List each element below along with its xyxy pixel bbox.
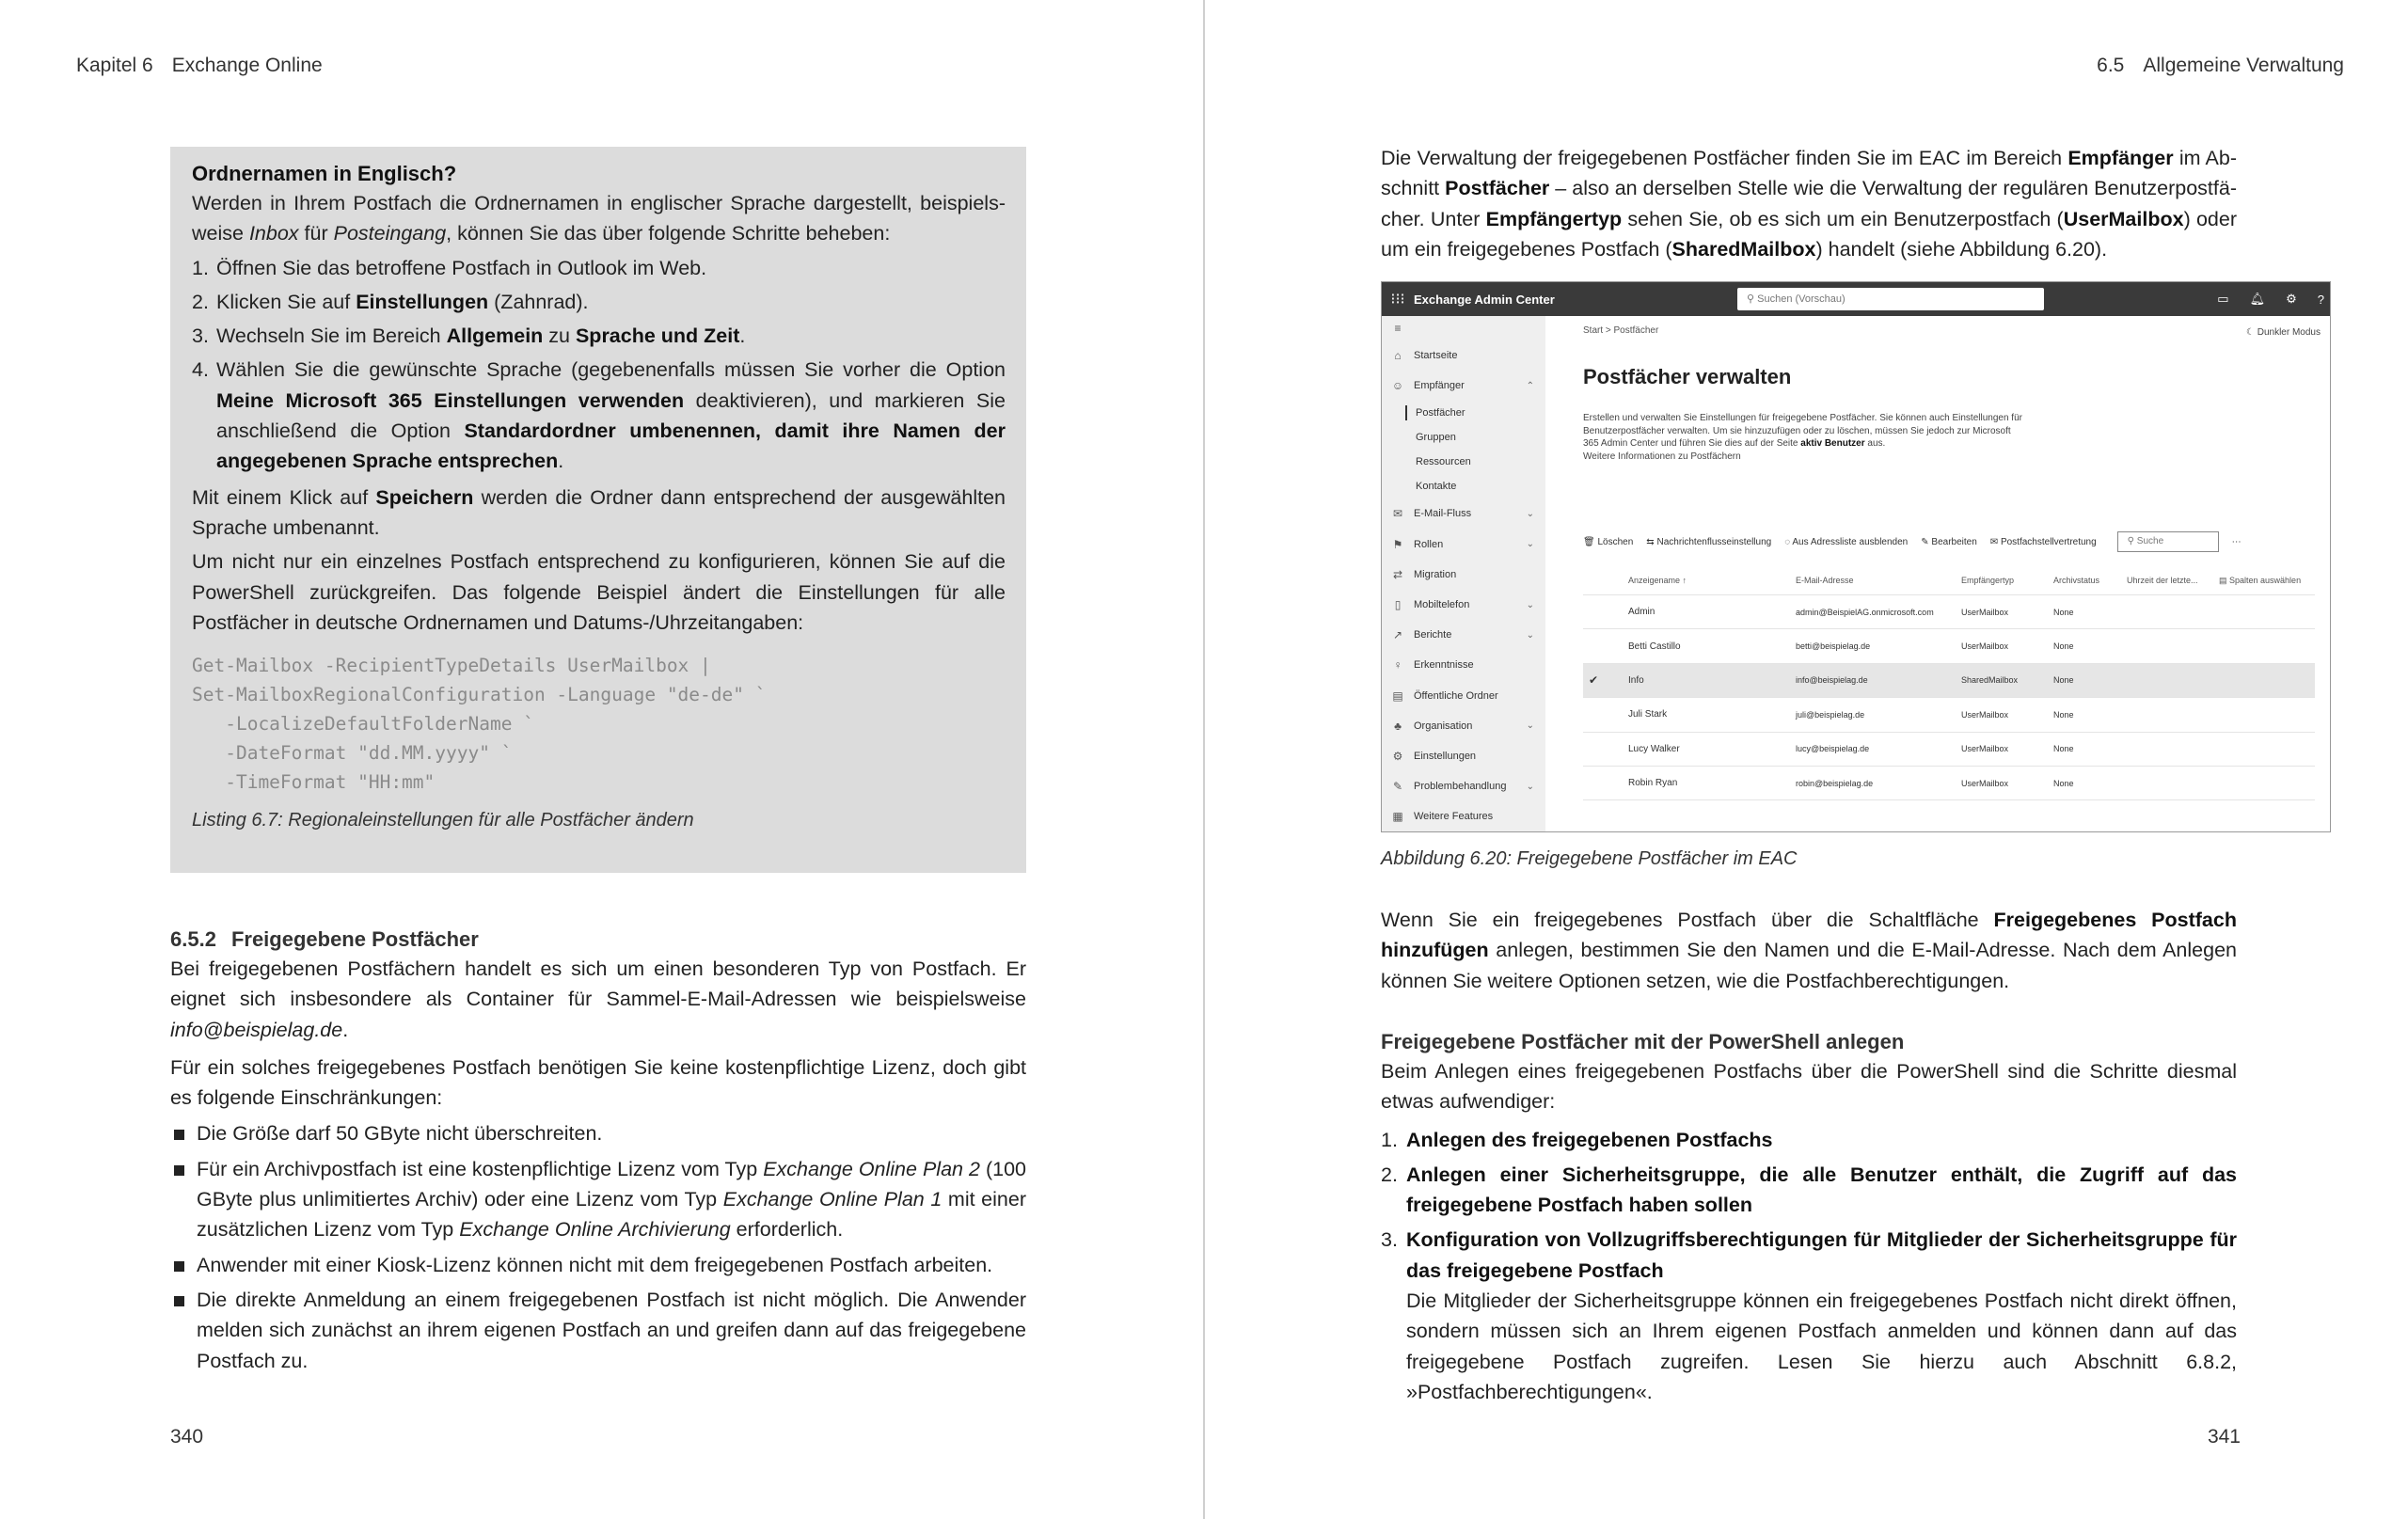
step-item: 1. Öffnen Sie das betroffene Postfach in Outlook im Web. — [192, 256, 707, 279]
table-cell-type: UserMailbox — [1961, 778, 2009, 788]
powershell-section — [1381, 1030, 2237, 1412]
page-title: Postfächer verwalten — [1583, 365, 1792, 388]
step-item: 3. Wechseln Sie im Bereich Allgemein zu Sprache und Zeit. — [192, 324, 746, 348]
body-paragraph: Wenn Sie ein freigegebenes Postfach über die Schaltfläche Freigegebenes Postfach hinzufügen anlegen, bestimmen Sie den Namen und die E-Mail-Adresse. Nach dem Anlegen können Sie weitere Optionen setzen, wie die Postfachberechtigungen. — [1381, 909, 2237, 992]
table-cell-email: juli@beispielag.de — [1796, 709, 1865, 720]
list-item: Die direkte Anmeldung an einem freigegebenen Postfach ist nicht möglich. Die Anwender melden sich zunächst an ihrem eigenen Postfach an und greifen dann auf das freigegebene Postfach zu. — [170, 1285, 1026, 1376]
column-header[interactable]: Archivstatus — [2053, 576, 2100, 585]
info-box-intro: Werden in Ihrem Postfach die Ordnernamen in englischer Sprache dargestellt, beispielsweise Inbox für Posteingang, können Sie das über folgende Schritte beheben: — [192, 192, 1006, 245]
chevron-icon[interactable]: ⌄ — [1526, 599, 1534, 610]
hide-from-addresslist-button[interactable]: ◌ Aus Adressliste ausblenden — [1784, 536, 1909, 547]
sidebar-item-label: Einstellungen — [1414, 750, 1477, 762]
nav-icon: ▦ — [1392, 810, 1403, 824]
table-cell-archive: None — [2053, 709, 2074, 720]
table-cell-archive: None — [2053, 675, 2074, 686]
table-cell-email: lucy@beispielag.de — [1796, 744, 1870, 754]
sidebar-item-label: Migration — [1414, 568, 1457, 580]
table-cell-type: UserMailbox — [1961, 744, 2009, 754]
step-item: 4. Wählen Sie die gewünschte Sprache (gegebenenfalls müssen Sie vorher die Option Meine Microsoft 365 Einstellungen verwenden deaktivieren), und markieren Sie anschließend die Option Standardordner umbenennen, damit ihre Namen der angegebenen Sprache entsprechen. — [192, 358, 1006, 473]
check-icon[interactable]: ✔ — [1589, 673, 1599, 688]
right-page — [1205, 0, 2408, 1519]
table-cell-archive: None — [2053, 641, 2074, 652]
table-cell-name: Admin — [1628, 607, 1656, 618]
sidebar-item-label: Öffentliche Ordner — [1414, 689, 1498, 702]
hamburger-icon: ≡ — [1394, 322, 1402, 335]
chapter-title: Exchange Online — [171, 55, 323, 76]
eac-top-bar — [1382, 282, 2330, 316]
delete-button[interactable]: 🗑︎ Löschen — [1583, 536, 1634, 547]
chevron-icon[interactable]: ⌃ — [1526, 380, 1534, 391]
sidebar-item-label: Weitere Features — [1414, 811, 1494, 823]
table-cell-type: UserMailbox — [1961, 641, 2009, 652]
breadcrumb[interactable]: Start > Postfächer — [1583, 325, 1659, 336]
sidebar-item[interactable] — [1382, 560, 1545, 590]
chevron-icon[interactable]: ⌄ — [1526, 629, 1534, 641]
sidebar-item-label: Startseite — [1414, 350, 1458, 362]
sidebar-item[interactable] — [1382, 650, 1545, 680]
step-item: 1. Anlegen des freigegebenen Postfachs — [1381, 1128, 1773, 1151]
column-header[interactable]: Uhrzeit der letzte... — [2127, 576, 2198, 585]
bell-icon[interactable]: 🔔︎ — [2249, 292, 2266, 306]
nav-icon: ✎ — [1392, 780, 1403, 794]
info-box-paragraph: Mit einem Klick auf Speichern werden die Ordner dann entsprechend der ausgewählten Sprache umbenannt. — [192, 485, 1006, 539]
sidebar-item[interactable] — [1382, 741, 1545, 771]
learn-more-link[interactable]: Weitere Informationen zu Postfächern — [1583, 451, 1741, 462]
sidebar-subitem[interactable] — [1382, 401, 1545, 425]
table-cell-name: Lucy Walker — [1628, 743, 1680, 754]
chevron-icon[interactable]: ⌄ — [1526, 720, 1534, 732]
intro-paragraph-block — [1381, 143, 2237, 264]
mailflow-settings-button[interactable]: ⇆ Nachrichtenflusseinstellung — [1646, 536, 1772, 547]
list-item: Die Größe darf 50 GByte nicht überschreiten. — [170, 1118, 1026, 1148]
body-paragraph: Bei freigegebenen Postfächern handelt es sich um einen besonderen Typ von Postfach. Er eignet sich insbesondere als Container für Sammel-E-Mail-Adressen wie beispielsweise info@beispielag.de. — [170, 957, 1026, 1041]
screen-icon[interactable]: ▭ — [2217, 292, 2229, 306]
table-cell-archive: None — [2053, 607, 2074, 617]
nav-icon: ↗ — [1392, 628, 1403, 642]
sidebar-item[interactable] — [1382, 530, 1545, 560]
nav-icon: ⚙ — [1392, 749, 1403, 763]
search-icon: ⚲ — [1747, 293, 1758, 305]
info-box-steps — [192, 253, 1006, 477]
chevron-icon[interactable]: ⌄ — [1526, 781, 1534, 792]
body-paragraph: Beim Anlegen eines freigegebenen Postfachs über die PowerShell sind die Schritte diesmal etwas aufwendiger: — [1381, 1060, 2237, 1114]
section-number: 6.5 — [2097, 55, 2125, 76]
sidebar-item[interactable] — [1382, 498, 1545, 529]
nav-icon: ▤ — [1392, 688, 1403, 703]
moon-icon: ☾ — [2245, 327, 2258, 338]
running-header-left — [76, 55, 323, 77]
paragraph-block — [1381, 905, 2237, 996]
running-header-right — [2097, 55, 2344, 77]
mailbox-table — [1583, 566, 2315, 800]
step-item: 2. Klicken Sie auf Einstellungen (Zahnrad). — [192, 290, 589, 313]
nav-icon: ▯ — [1394, 598, 1402, 612]
list-item: Anwender mit einer Kiosk-Lizenz können nicht mit dem freigegebenen Postfach arbeiten. — [170, 1250, 1026, 1280]
section-shared-mailboxes — [170, 927, 1026, 1381]
powershell-steps — [1381, 1125, 2237, 1408]
sidebar-item[interactable] — [1382, 371, 1545, 401]
global-search-input[interactable]: ⚲ Suchen (Vorschau) — [1737, 288, 2044, 310]
sidebar-item[interactable] — [1382, 801, 1545, 831]
choose-columns-button[interactable]: ▤ Spalten auswählen — [2219, 575, 2302, 585]
info-box-title: Ordnernamen in Englisch? — [192, 162, 457, 185]
table-cell-email: admin@BeispielAG.onmicrosoft.com — [1796, 607, 1934, 617]
nav-icon: ♀ — [1393, 658, 1402, 672]
table-cell-email: info@beispielag.de — [1796, 675, 1868, 686]
app-launcher-icon[interactable]: ⁝⁝⁝ — [1390, 292, 1405, 308]
sidebar-item-label: Gruppen — [1416, 432, 1456, 444]
sidebar-item[interactable] — [1382, 340, 1545, 371]
figure-caption-block — [1381, 848, 2237, 870]
help-icon[interactable]: ? — [2317, 292, 2324, 307]
page-number-right: 341 — [2207, 1426, 2241, 1448]
body-paragraph: Für ein solches freigegebenes Postfach benötigen Sie keine kostenpflichtige Lizenz, doch gibt es folgende Einschränkungen: — [170, 1055, 1026, 1110]
sidebar-subitem[interactable] — [1382, 425, 1545, 450]
table-cell-type: SharedMailbox — [1961, 675, 2019, 686]
body-paragraph: Die Verwaltung der freigegebenen Postfächer finden Sie im EAC im Bereich Empfänger im Abschnitt Postfächer – also an derselben Stelle wie die Verwaltung der regulären Benutzerpostfächer. Unter Empfängertyp sehen Sie, ob es sich um ein Benutzerpostfach (UserMailbox) oder um ein freigegebenes Postfach (SharedMailbox) handelt (siehe Abbildung 6.20). — [1381, 147, 2237, 261]
page-description: Erstellen und verwalten Sie Einstellungen für freigegebene Postfächer. Sie können auch Einstellungen für Benutzerpostfächer verwalten. Um sie hinzuzufügen oder zu löschen, müssen Sie jedoch zur Microsoft 365 Admin Center und führen Sie dies auf der Seite aktiv Benutzer aus. Weitere Informationen zu Postfächern — [1583, 413, 2022, 462]
nav-icon: ☺ — [1391, 379, 1404, 393]
figure-caption: Abbildung 6.20: Freigegebene Postfächer im EAC — [1381, 848, 1798, 869]
table-row[interactable] — [1583, 767, 2315, 800]
hamburger-menu[interactable] — [1382, 316, 1545, 340]
table-cell-archive: None — [2053, 778, 2074, 788]
sidebar-item-label: Kontakte — [1416, 481, 1457, 493]
column-header[interactable]: E-Mail-Adresse — [1796, 576, 1854, 585]
nav-icon: ♣ — [1394, 719, 1402, 733]
section-heading: 6.5.2 Freigegebene Postfächer — [170, 927, 479, 951]
sidebar-subitem[interactable] — [1382, 474, 1545, 498]
nav-icon: ⇄ — [1392, 567, 1403, 581]
top-bar-icons — [2217, 282, 2324, 316]
eac-main — [1545, 316, 2330, 831]
table-cell-name: Juli Stark — [1628, 709, 1668, 720]
left-page — [0, 0, 1203, 1519]
info-box-paragraph: Um nicht nur ein einzelnes Postfach entsprechend zu konfigurieren, können Sie auf die PowerShell zurückgreifen. Das folgende Beispiel ändert die Einstellungen für alle Postfächer in deutsche Ordnernamen und Datums-/Uhrzeitangaben: — [192, 550, 1006, 634]
sidebar-subitem[interactable] — [1382, 450, 1545, 474]
table-cell-name: Robin Ryan — [1628, 778, 1678, 789]
edit-button[interactable]: ✎ Bearbeiten — [1921, 536, 1977, 547]
page-number-left: 340 — [170, 1426, 204, 1448]
table-header — [1583, 566, 2315, 595]
sidebar-item-label: Mobiltelefon — [1414, 599, 1470, 611]
table-row[interactable] — [1583, 629, 2315, 663]
column-header[interactable]: Empfängertyp — [1961, 576, 2015, 585]
table-row[interactable] — [1583, 664, 2315, 698]
section-title: Allgemeine Verwaltung — [2143, 55, 2344, 76]
app-title: Exchange Admin Center — [1414, 292, 1555, 307]
chevron-icon[interactable]: ⌄ — [1526, 539, 1534, 550]
sidebar-item[interactable] — [1382, 771, 1545, 801]
sidebar-item-label: Postfächer — [1416, 407, 1465, 419]
listing-caption: Listing 6.7: Regionaleinstellungen für alle Postfächer ändern — [192, 810, 694, 831]
sidebar-item-label: Berichte — [1414, 629, 1452, 641]
sidebar-item-label: Rollen — [1414, 538, 1444, 550]
command-toolbar — [1583, 530, 2330, 553]
eac-screenshot-figure — [1381, 281, 2331, 832]
column-header[interactable]: Anzeigename ↑ — [1628, 576, 1687, 585]
nav-icon: ⌂ — [1394, 349, 1402, 363]
step-item: 3. Konfiguration von Vollzugriffsberechtigungen für Mitglieder der Sicherheitsgruppe für das freigegebene Postfach Die Mitglieder der Sicherheitsgruppe können ein freigegebenes Postfach nicht direkt öffnen, sondern müssen sich an Ihrem eigenen Postfach anmelden und können dann auf das freigegebene Postfach zugreifen. Lesen Sie hierzu auch Abschnitt 6.8.2, »Postfachberechtigungen«. — [1381, 1228, 2237, 1403]
sidebar-item-label: Problembehandlung — [1414, 781, 1507, 793]
eac-body — [1382, 316, 2330, 831]
table-cell-name: Betti Castillo — [1628, 641, 1681, 652]
table-cell-archive: None — [2053, 744, 2074, 754]
sidebar-item-label: Erkenntnisse — [1414, 659, 1474, 672]
table-cell-type: UserMailbox — [1961, 607, 2009, 617]
chevron-icon[interactable]: ⌄ — [1526, 508, 1534, 519]
more-options-icon[interactable]: ⋯ — [2231, 536, 2242, 547]
table-cell-email: betti@beispielag.de — [1796, 641, 1871, 652]
table-cell-email: robin@beispielag.de — [1796, 778, 1874, 788]
list-item: Für ein Archivpostfach ist eine kostenpflichtige Lizenz vom Typ Exchange Online Plan 2 (100 GByte plus unlimitiertes Archiv) oder eine Lizenz vom Typ Exchange Online Plan 1 mit einer zusätzlichen Lizenz vom Typ Exchange Online Archivierung erforderlich. — [170, 1154, 1026, 1245]
sidebar-item-label: Organisation — [1414, 720, 1473, 732]
restrictions-list — [170, 1118, 1026, 1375]
nav-icon: ✉ — [1392, 507, 1403, 521]
code-listing: Get-Mailbox -RecipientTypeDetails UserMailbox | Set-MailboxRegionalConfiguration -Language "de-de" ` -LocalizeDefaultFolderName ` -DateFormat "dd.MM.yyyy" ` -TimeFormat "HH:mm" — [192, 655, 767, 794]
sidebar-item[interactable] — [1382, 711, 1545, 741]
sidebar-item[interactable] — [1382, 590, 1545, 620]
sidebar-item-label: Empfänger — [1414, 380, 1465, 392]
table-row[interactable] — [1583, 698, 2315, 732]
eac-sidebar — [1382, 316, 1545, 831]
dark-mode-toggle[interactable]: ☾ Dunkler Modus — [2245, 327, 2321, 338]
sidebar-item[interactable] — [1382, 681, 1545, 711]
table-search-input[interactable]: ⚲ Suche — [2117, 531, 2219, 552]
delegation-button[interactable]: ✉ Postfachstellvertretung — [1989, 536, 2097, 547]
table-cell-name: Info — [1628, 674, 1644, 686]
gear-icon[interactable]: ⚙ — [2286, 292, 2297, 306]
table-row[interactable] — [1583, 733, 2315, 767]
sidebar-item[interactable] — [1382, 620, 1545, 650]
chapter-number: Kapitel 6 — [76, 55, 153, 76]
sidebar-item-label: Ressourcen — [1416, 456, 1471, 468]
table-row[interactable] — [1583, 595, 2315, 629]
subsection-heading: Freigegebene Postfächer mit der PowerShell anlegen — [1381, 1030, 1905, 1053]
table-cell-type: UserMailbox — [1961, 709, 2009, 720]
sidebar-item-label: E-Mail-Fluss — [1414, 508, 1472, 520]
nav-icon: ⚑ — [1392, 537, 1403, 551]
info-box — [170, 147, 1026, 873]
step-item: 2. Anlegen einer Sicherheitsgruppe, die alle Benutzer enthält, die Zugriff auf das freigegebene Postfach haben sollen — [1381, 1163, 2237, 1217]
